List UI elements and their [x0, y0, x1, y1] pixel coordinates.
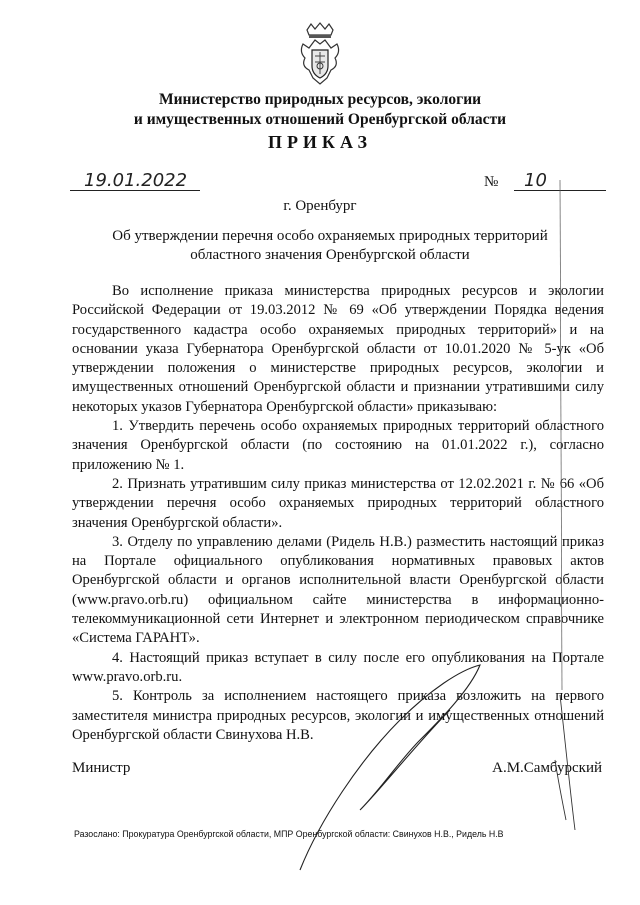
ministry-name: [60, 90, 580, 130]
city: г. Оренбург: [283, 198, 357, 214]
body-intro: Во исполнение приказа министерства природных ресурсов и экологии Российской Федерации от 19.03.2012 № 69 «Об утверждении Порядка ведения государственного кадастра особо охраняемых природных территорий» и на основании указа Губернатора Оренбургской области от 10.01.2020 № 5-ук «Об утверждении положения о министерстве природных ресурсов, экологии и имущественных отношений Оренбургской области и признании утратившими силу некоторых указов Губернатора Оренбургской области» приказываю:: [72, 283, 604, 415]
document-subject: [80, 227, 580, 265]
subject-line-1: Об утверждении перечня особо охраняемых природных территорий: [112, 228, 548, 244]
document-body: [72, 282, 604, 745]
distribution-list: Разослано: Прокуратура Оренбургской области, МПР Оренбургской области: Свинухов Н.В., Ридель Н.В: [74, 829, 504, 839]
ministry-line-2: и имущественных отношений Оренбургской области: [133, 111, 507, 128]
document-date: 19.01.2022: [84, 170, 188, 191]
number-label: №: [484, 174, 499, 190]
order-item-2: 2. Признать утратившим силу приказ министерства от 12.02.2021 г. № 66 «Об утверждении перечня особо охраняемых природных территорий областного значения Оренбургской области».: [72, 475, 604, 531]
signature-role: Министр: [72, 760, 131, 776]
ministry-line-1: Министерство природных ресурсов, экологии: [158, 91, 482, 108]
order-item-4: 4. Настоящий приказ вступает в силу после его опубликования на Портале www.pravo.orb.ru.: [72, 649, 604, 685]
order-item-5: 5. Контроль за исполнением настоящего приказа возложить на первого заместителя министра природных ресурсов, экологии и имущественных отношений Оренбургской области Свинухова Н.В.: [72, 688, 604, 743]
subject-line-2: областного значения Оренбургской области: [190, 247, 470, 263]
document-number: 10: [524, 170, 547, 191]
signature-name: А.М.Самбурский: [492, 760, 602, 776]
order-item-3: 3. Отделу по управлению делами (Ридель Н.В.) разместить настоящий приказ на Портале официального опубликования нормативных правовых актов Оренбургской области и органов исполнительной власти Оренбургской области (www.pravo.orb.ru) официальном сайте министерства в информационно-телекоммуникационной сети Интернет и электронном периодическом справочнике «Система ГАРАНТ».: [72, 533, 604, 647]
document-type-title: ПРИКАЗ: [267, 132, 373, 152]
coat-of-arms-icon: [297, 22, 343, 86]
order-item-1: 1. Утвердить перечень особо охраняемых природных территорий областного значения Оренбургской области (по состоянию на 01.01.2022 г.), согласно приложению № 1.: [72, 418, 604, 473]
